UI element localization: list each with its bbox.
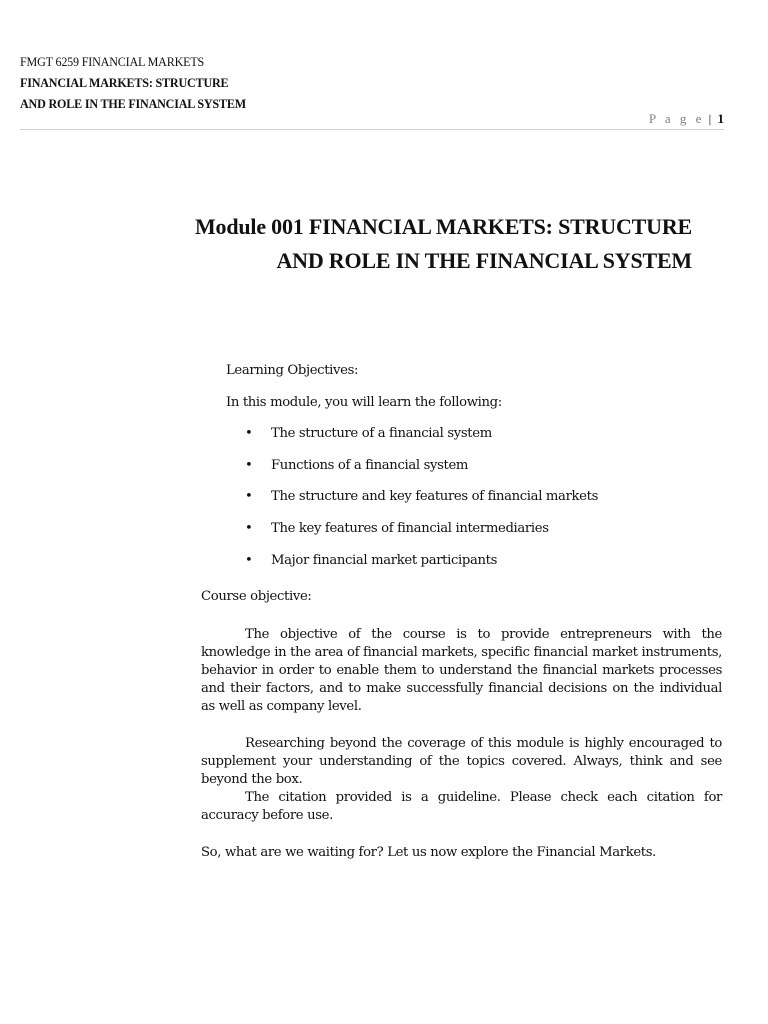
header-module-title-line2: AND ROLE IN THE FINANCIAL SYSTEM: [20, 96, 246, 111]
citation-paragraph: [201, 789, 722, 825]
bullet-icon: •: [245, 457, 253, 473]
list-item-text: Major financial market participants: [271, 552, 498, 568]
list-item-text: Functions of a financial system: [271, 457, 469, 473]
learning-objectives-list: [245, 426, 598, 584]
closing-paragraph: So, what are we waiting for? Let us now explore the Financial Markets.: [201, 845, 657, 860]
list-item-text: The structure and key features of financial markets: [271, 489, 598, 505]
page-separator: |: [708, 111, 712, 126]
bullet-icon: •: [245, 426, 253, 441]
course-code: FMGT 6259 FINANCIAL MARKETS: [20, 54, 205, 69]
page-number: 1: [717, 111, 724, 126]
list-item-text: The structure of a financial system: [271, 426, 492, 441]
header-divider: [20, 129, 724, 130]
paragraph-text: The objective of the course is to provide entrepreneurs with the knowledge in the area of financial markets, specific financial market instruments, behavior in order to enable them to understand the financial markets processes and their factors, and to make successfully financial decisions on the individual as well as company level.: [201, 627, 722, 715]
document-header: [20, 51, 263, 114]
learning-objectives-intro: In this module, you will learn the following:: [226, 395, 502, 410]
list-item-text: The key features of financial intermediaries: [271, 521, 549, 537]
bullet-icon: •: [245, 521, 253, 537]
paragraph-text: The citation provided is a guideline. Please check each citation for accuracy before use.: [201, 790, 722, 824]
list-item: [245, 521, 598, 553]
page-title: [172, 210, 692, 278]
list-item: [245, 489, 598, 521]
page-number-label: [649, 111, 724, 127]
list-item: [245, 458, 598, 490]
bullet-icon: •: [245, 489, 253, 505]
header-module-title-line1: FINANCIAL MARKETS: STRUCTURE: [20, 75, 229, 90]
course-objective-paragraph: [201, 626, 722, 716]
bullet-icon: •: [245, 552, 253, 568]
research-paragraph: [201, 735, 722, 789]
course-objective-label: Course objective:: [201, 589, 312, 604]
list-item: [245, 426, 598, 458]
page-title-line2: AND ROLE IN THE FINANCIAL SYSTEM: [276, 248, 692, 273]
learning-objectives-label: Learning Objectives:: [226, 363, 359, 378]
page-word: P a g e: [648, 111, 705, 126]
paragraph-text: Researching beyond the coverage of this module is highly encouraged to supplement your understanding of the topics covered. Always, think and see beyond the box.: [201, 736, 722, 788]
list-item: [245, 553, 598, 585]
page-title-line1: Module 001 FINANCIAL MARKETS: STRUCTURE: [194, 214, 692, 239]
